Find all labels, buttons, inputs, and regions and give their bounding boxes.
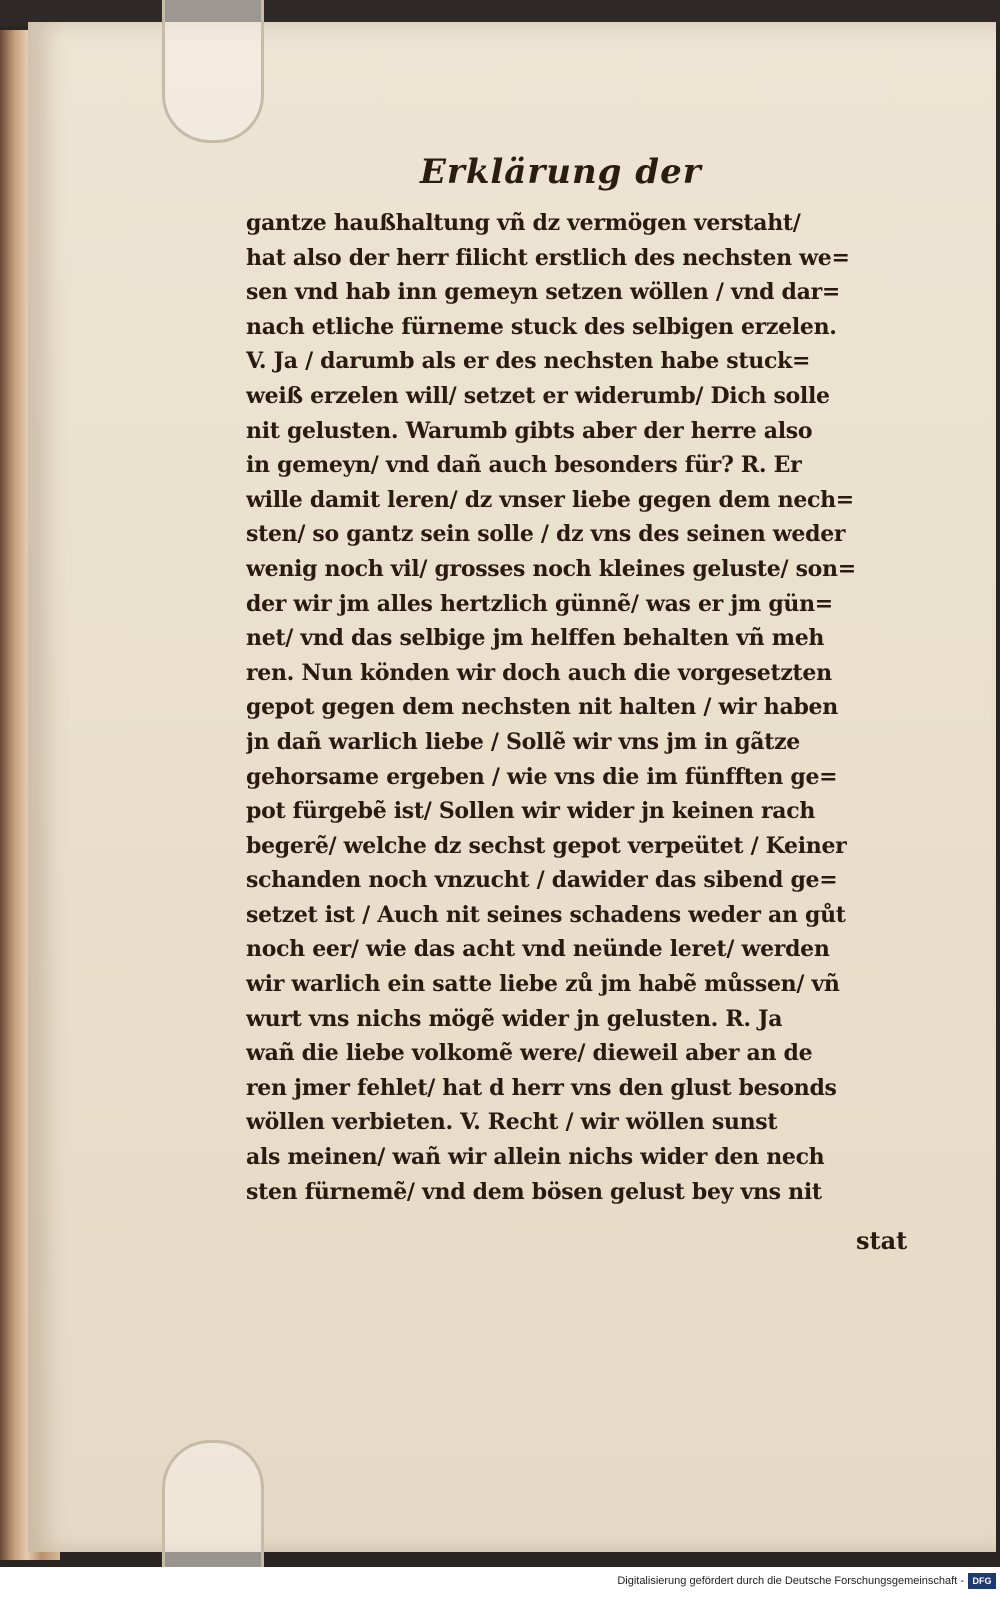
text-line: ren jmer fehlet/ hat d herr vns den glust besonds (246, 1074, 837, 1101)
page-clip-top (162, 0, 264, 143)
catchword: stat (856, 1226, 908, 1255)
text-line: nach etliche fürneme stuck des selbigen erzelen. (246, 313, 837, 340)
text-line: wöllen verbieten. V. Recht / wir wöllen sunst (246, 1109, 778, 1136)
dfg-logo: DFG (968, 1573, 996, 1589)
text-line: in gemeyn/ vnd dañ auch besonders für? R. Er (246, 452, 802, 479)
running-head: Erklärung der (420, 152, 702, 192)
text-line: wille damit leren/ dz vnser liebe gegen dem nech= (246, 486, 854, 513)
page-clip-bottom (162, 1440, 264, 1567)
text-line: setzet ist / Auch nit seines schadens weder an gůt (246, 901, 846, 928)
text-line: ren. Nun könden wir doch auch die vorgesetzten (246, 659, 832, 686)
text-line: pot fürgebẽ ist/ Sollen wir wider jn keinen rach (246, 798, 816, 825)
text-line: als meinen/ wañ wir allein nichs wider den nech (246, 1144, 825, 1171)
text-line: wañ die liebe volkomẽ were/ dieweil aber an de (246, 1040, 813, 1067)
text-line: wurt vns nichs mögẽ wider jn gelusten. R. Ja (246, 1005, 783, 1032)
text-line: noch eer/ wie das acht vnd neünde leret/ werden (246, 936, 830, 963)
text-line: net/ vnd das selbige jm helffen behalten vñ meh (246, 625, 825, 652)
text-line: sen vnd hab inn gemeyn setzen wöllen / vnd dar= (246, 279, 840, 306)
text-line: gantze haußhaltung vñ dz vermögen verstaht/ (246, 210, 801, 236)
text-line: wir warlich ein satte liebe zů jm habẽ můssen/ vñ (246, 971, 840, 998)
funding-credit: Digitalisierung gefördert durch die Deutsche Forschungsgemeinschaft - (617, 1575, 964, 1587)
text-line: gepot gegen dem nechsten nit halten / wir haben (246, 694, 838, 721)
text-line: nit gelusten. Warumb gibts aber der herre also (246, 417, 813, 444)
text-line: jn dañ warlich liebe / Sollẽ wir vns jm in gãtze (246, 728, 801, 755)
text-line: hat also der herr filicht erstlich des nechsten we= (246, 244, 850, 271)
text-line: wenig noch vil/ grosses noch kleines geluste/ son= (246, 555, 856, 582)
text-line: sten/ so gantz sein solle / dz vns des seinen weder (246, 521, 846, 548)
text-line: begerẽ/ welche dz sechst gepot verpeütet / Keiner (246, 832, 847, 859)
footer-bar (0, 1567, 1000, 1597)
text-line: V. Ja / darumb als er des nechsten habe stuck= (246, 348, 811, 375)
text-line: schanden noch vnzucht / dawider das sibend ge= (246, 867, 838, 894)
text-line: weiß erzelen will/ setzet er widerumb/ Dich solle (246, 382, 830, 409)
text-line: sten fürnemẽ/ vnd dem bösen gelust bey vns nit (246, 1178, 822, 1205)
body-text (246, 206, 916, 1209)
text-line: gehorsame ergeben / wie vns die im fünfften ge= (246, 763, 838, 790)
text-line: der wir jm alles hertzlich günnẽ/ was er jm gün= (246, 590, 833, 617)
